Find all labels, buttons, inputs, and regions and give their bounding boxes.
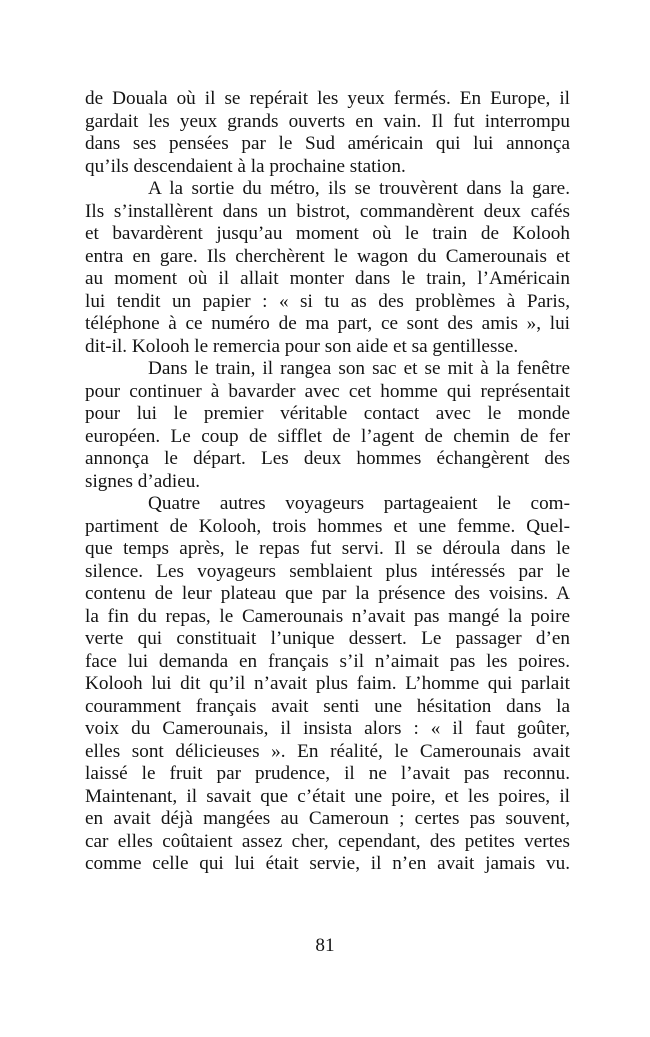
page-number: 81: [315, 935, 335, 956]
text-line: A la sortie du métro, ils se trouvèrent dans la gare.: [148, 178, 570, 199]
text-line: dit-il. Kolooh le remercia pour son aide et sa gentillesse.: [85, 335, 519, 357]
text-line: pour lui le premier véritable contact avec le monde: [85, 403, 570, 424]
paragraph: [85, 178, 570, 358]
text-line: contenu de leur plateau que par la présence des voisins. A: [85, 583, 570, 604]
text-line: annonça le départ. Les deux hommes échangèrent des: [85, 448, 570, 469]
text-line: silence. Les voyageurs semblaient plus intéressés par le: [85, 560, 570, 582]
text-line: Dans le train, il rangea son sac et se mit à la fenêtre: [148, 358, 570, 379]
paragraph: [85, 88, 570, 178]
text-line: couramment français avait senti une hésitation dans la: [85, 695, 570, 717]
text-line: Maintenant, il savait que c’était une poire, et les poires, il: [85, 785, 570, 807]
text-line: la fin du repas, le Camerounais n’avait pas mangé la poire: [85, 605, 570, 627]
text-line: partiment de Kolooh, trois hommes et une femme. Quel-: [85, 515, 570, 537]
text-line: dans ses pensées par le Sud américain qui lui annonça: [85, 133, 570, 154]
text-line: laissé le fruit par prudence, il ne l’avait pas reconnu.: [85, 763, 570, 784]
text-line: signes d’adieu.: [85, 470, 201, 492]
text-line: en avait déjà mangées au Cameroun ; certes pas souvent,: [85, 808, 570, 829]
text-line: pour continuer à bavarder avec cet homme qui représentait: [85, 380, 570, 402]
text-line: elles sont délicieuses ». En réalité, le Camerounais avait: [85, 740, 570, 762]
page-body: [85, 88, 570, 876]
text-line: et bavardèrent jusqu’au moment où le train de Kolooh: [85, 223, 570, 244]
text-line: Quatre autres voyageurs partageaient le com-: [148, 493, 570, 514]
text-line: téléphone à ce numéro de ma part, ce sont des amis », lui: [85, 313, 570, 334]
text-line: de Douala où il se repérait les yeux fermés. En Europe, il: [85, 88, 570, 109]
text-line: verte qui constituait l’unique dessert. Le passager d’en: [85, 628, 570, 649]
text-line: comme celle qui lui était servie, il n’en avait jamais vu.: [85, 853, 570, 874]
text-line: Ils s’installèrent dans un bistrot, commandèrent deux cafés: [85, 200, 570, 222]
text-line: au moment où il allait monter dans le train, l’Américain: [85, 268, 570, 289]
text-line: européen. Le coup de sifflet de l’agent de chemin de fer: [85, 425, 570, 447]
text-line: gardait les yeux grands ouverts en vain. Il fut interrompu: [85, 110, 570, 132]
text-line: car elles coûtaient assez cher, cependant, des petites vertes: [85, 830, 570, 852]
text-line: Kolooh lui dit qu’il n’avait plus faim. L’homme qui parlait: [85, 673, 570, 694]
paragraph: [85, 493, 570, 876]
text-line: voix du Camerounais, il insista alors : « il faut goûter,: [85, 718, 570, 739]
paragraph: [85, 358, 570, 493]
text-line: lui tendit un papier : « si tu as des problèmes à Paris,: [85, 290, 570, 312]
text-line: entra en gare. Ils cherchèrent le wagon du Camerounais et: [85, 245, 570, 267]
text-line: que temps après, le repas fut servi. Il se déroula dans le: [85, 538, 570, 559]
text-line: qu’ils descendaient à la prochaine station.: [85, 155, 406, 177]
text-line: face lui demanda en français s’il n’aimait pas les poires.: [85, 650, 570, 672]
